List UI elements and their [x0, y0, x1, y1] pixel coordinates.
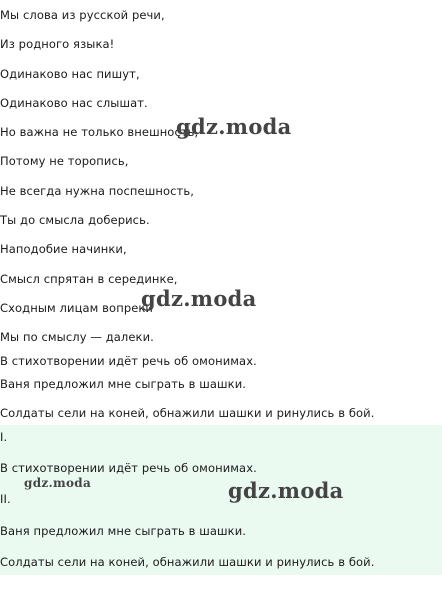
watermark-logo: gdz.moda: [141, 286, 257, 311]
poem-line-10: Смысл спрятан в серединке,: [0, 272, 178, 286]
poem-line-9: Наподобие начинки,: [0, 242, 127, 256]
task-line-2: Ваня предложил мне сыграть в шашки.: [0, 377, 247, 391]
task-line-1: В стихотворении идёт речь об омонимах.: [0, 354, 257, 368]
poem-line-2: Из родного языка!: [0, 37, 115, 51]
answer-part1-text: В стихотворении идёт речь об омонимах.: [0, 461, 257, 475]
poem-line-8: Ты до смысла доберись.: [0, 213, 150, 227]
poem-line-12: Мы по смыслу — далеки.: [0, 330, 154, 344]
poem-line-5: Но важна не только внешность,: [0, 125, 199, 139]
poem-line-11: Сходным лицам вопреки: [0, 301, 154, 315]
answer-part2-label: II.: [0, 492, 11, 506]
poem-line-7: Не всегда нужна поспешность,: [0, 184, 194, 198]
poem-line-3: Одинаково нас пишут,: [0, 67, 140, 81]
poem-line-4: Одинаково нас слышат.: [0, 96, 148, 110]
watermark-logo: gdz.moda: [228, 478, 344, 503]
task-line-3: Солдаты сели на коней, обнажили шашки и ринулись в бой.: [0, 406, 375, 420]
answer-panel: [0, 425, 442, 575]
watermark-logo: gdz.moda: [24, 476, 92, 490]
answer-part2-line2: Солдаты сели на коней, обнажили шашки и ринулись в бой.: [0, 555, 375, 569]
watermark-logo: gdz.moda: [176, 114, 292, 139]
poem-line-6: Потому не торопись,: [0, 154, 129, 168]
answer-part2-line1: Ваня предложил мне сыграть в шашки.: [0, 524, 247, 538]
poem-line-1: Мы слова из русской речи,: [0, 8, 165, 22]
answer-part1-label: I.: [0, 430, 8, 444]
